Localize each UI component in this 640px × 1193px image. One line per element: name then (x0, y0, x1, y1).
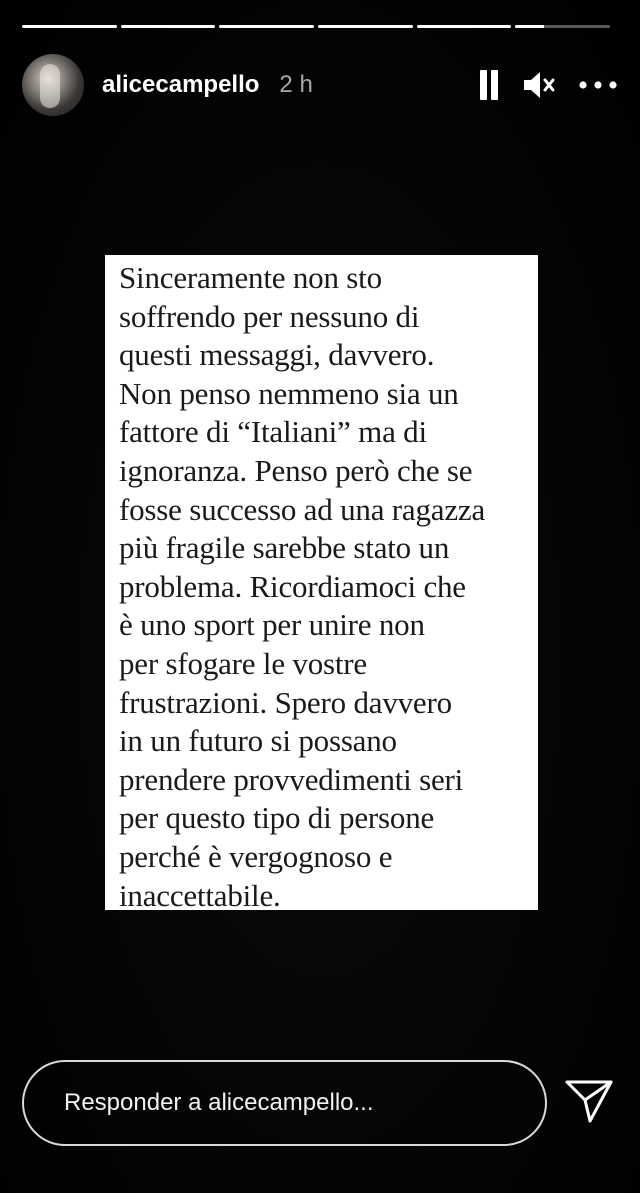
progress-segment-fill (515, 25, 543, 28)
progress-segment (121, 25, 216, 28)
story-text (119, 259, 526, 915)
story-text-line: più fragile sarebbe stato un (119, 530, 450, 566)
story-text-line: per questo tipo di persone (119, 800, 435, 836)
story-text-line: soffrendo per nessuno di (119, 298, 420, 334)
story-text-card (105, 255, 538, 913)
story-text-line: in un futuro si possano (119, 723, 397, 759)
username[interactable]: alicecampello (102, 71, 260, 98)
story-text-line: per sfogare le vostre (119, 645, 367, 681)
story-text-line: prendere provvedimenti seri (119, 761, 464, 797)
story-text-line: Sinceramente non sto (119, 260, 382, 295)
story-header (22, 52, 618, 118)
progress-segment (318, 25, 413, 28)
story-text-line: Non penso nemmeno sia un (119, 375, 459, 411)
story-text-line: inaccettabile. (119, 877, 281, 913)
story-text-line: fosse successo ad una ragazza (119, 491, 486, 527)
progress-segment-fill (417, 25, 512, 28)
reply-input[interactable] (64, 1089, 545, 1117)
story-text-line: frustrazioni. Spero davvero (119, 684, 452, 720)
progress-segment-fill (22, 25, 117, 28)
progress-segment (219, 25, 314, 28)
story-text-line: perché è vergognoso e (119, 838, 393, 874)
reply-bar[interactable] (22, 1060, 547, 1146)
story-controls (478, 70, 618, 100)
story-text-line: ignoranza. Penso però che se (119, 452, 473, 488)
story-text-line: fattore di “Italiani” ma di (119, 414, 427, 450)
mute-icon[interactable] (522, 70, 556, 100)
story-progress-bar (22, 25, 610, 28)
send-icon[interactable] (564, 1078, 614, 1124)
progress-segment (22, 25, 117, 28)
story-text-line: è uno sport per unire non (119, 607, 425, 643)
progress-segment-fill (121, 25, 216, 28)
progress-segment (515, 25, 610, 28)
progress-segment-fill (318, 25, 413, 28)
story-text-line: questi messaggi, davvero. (119, 337, 435, 373)
post-time: 2 h (279, 71, 313, 98)
progress-segment-fill (219, 25, 314, 28)
avatar[interactable] (22, 54, 84, 116)
progress-segment (417, 25, 512, 28)
more-icon[interactable] (578, 80, 618, 90)
story-text-line: problema. Ricordiamoci che (119, 568, 466, 604)
pause-icon[interactable] (478, 70, 500, 100)
